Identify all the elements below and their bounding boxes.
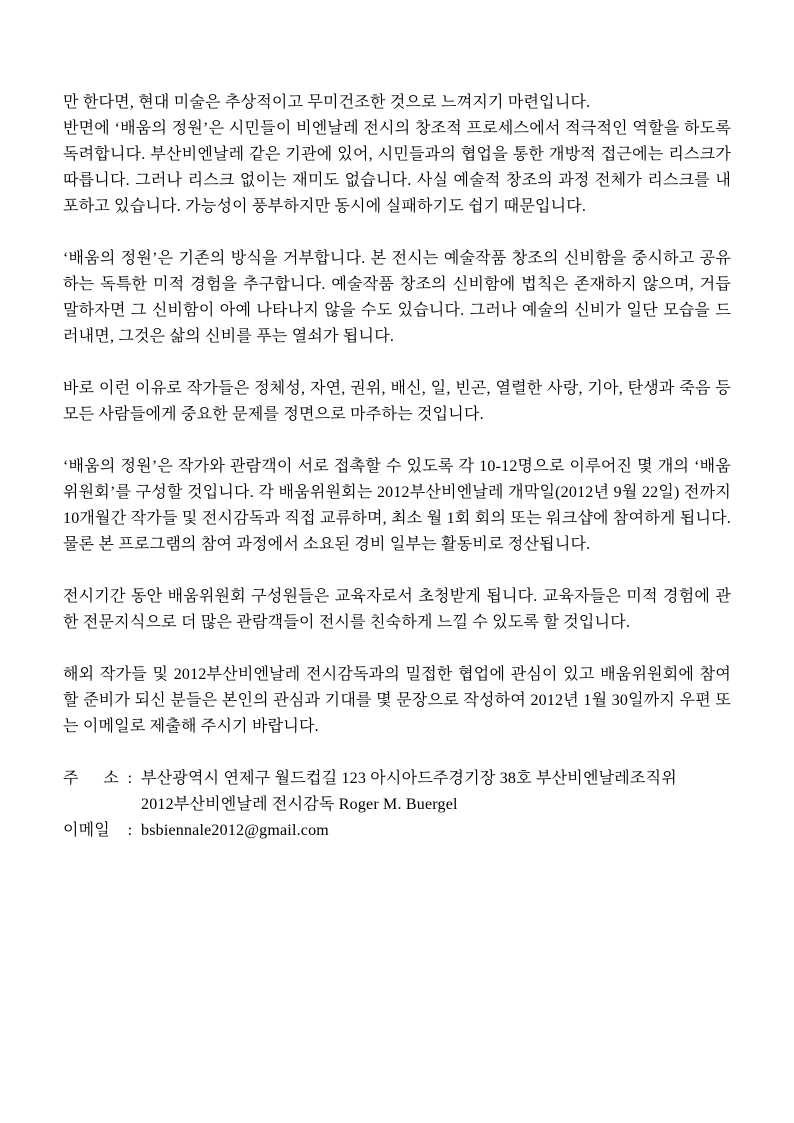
body-paragraph: 전시기간 동안 배움위원회 구성원들은 교육자로서 초청받게 됩니다. 교육자들은 미적 경험에 관한 전문지식으로 더 많은 관람객들이 전시를 친숙하게 느낄 수 있도록 할 것입니다. — [63, 588, 731, 631]
email-label-colon: : — [127, 822, 133, 839]
body-paragraph: 바로 이런 이유로 작가들은 정체성, 자연, 권위, 배신, 일, 빈곤, 열렬한 사랑, 기아, 탄생과 죽음 등 모든 사람들에게 중요한 문제를 정면으로 마주하는 것입니다. — [63, 380, 731, 423]
body-paragraph: 반면에 ‘배움의 정원’은 시민들이 비엔날레 전시의 창조적 프로세스에서 적극적인 역할을 하도록 독려합니다. 부산비엔날레 같은 기관에 있어, 시민들과의 협업을 통한 개방적 접근에는 리스크가 따릅니다. 그러나 리스크 없이는 재미도 없습니다. 사실 예술적 창조의 과정 전체가 리스크를 내포하고 있습니다. 가능성이 풍부하지만 동시에 실패하기도 쉽기 때문입니다. — [63, 120, 731, 215]
contact-block — [63, 766, 731, 844]
address-line-2: 2012부산비엔날레 전시감독 Roger M. Buergel — [141, 796, 458, 813]
body-paragraph: 해외 작가들 및 2012부산비엔날레 전시감독과의 밀접한 협업에 관심이 있고 배움위원회에 참여할 준비가 되신 분들은 본인의 관심과 기대를 몇 문장으로 작성하여 2012년 1월 30일까지 우편 또는 이메일로 제출해 주시기 바랍니다. — [63, 666, 731, 735]
address-line-1: 부산광역시 연제구 월드컵길 123 아시아드주경기장 38호 부산비엔날레조직위 — [141, 770, 677, 787]
body-paragraph-continued: 만 한다면, 현대 미술은 추상적이고 무미건조한 것으로 느껴지기 마련입니다. — [63, 94, 591, 111]
address-label: 주 소 — [63, 770, 119, 787]
email-label: 이메일 — [63, 822, 110, 839]
address-label-colon: : — [127, 770, 133, 787]
body-paragraph: ‘배움의 정원’은 기존의 방식을 거부합니다. 본 전시는 예술작품 창조의 신비함을 중시하고 공유하는 독특한 미적 경험을 추구합니다. 예술작품 창조의 신비함에 법칙은 존재하지 않으며, 거듭 말하자면 그 신비함이 아예 나타나지 않을 수도 있습니다. 그러나 예술의 신비가 일단 모습을 드러내면, 그것은 삶의 신비를 푸는 열쇠가 됩니다. — [63, 250, 731, 345]
address-value — [141, 766, 731, 818]
address-row — [63, 766, 731, 818]
email-row — [63, 818, 731, 844]
body-paragraph: ‘배움의 정원’은 작가와 관람객이 서로 접촉할 수 있도록 각 10-12명으로 이루어진 몇 개의 ‘배움위원회’를 구성할 것입니다. 각 배움위원회는 2012부산비엔날레 개막일(2012년 9월 22일) 전까지 10개월간 작가들 및 전시감독과 직접 교류하며, 최소 월 1회 회의 또는 워크샵에 참여하게 됩니다. 물론 본 프로그램의 참여 과정에서 소요된 경비 일부는 활동비로 정산됩니다. — [63, 458, 731, 553]
email-address: bsbiennale2012@gmail.com — [141, 822, 329, 839]
